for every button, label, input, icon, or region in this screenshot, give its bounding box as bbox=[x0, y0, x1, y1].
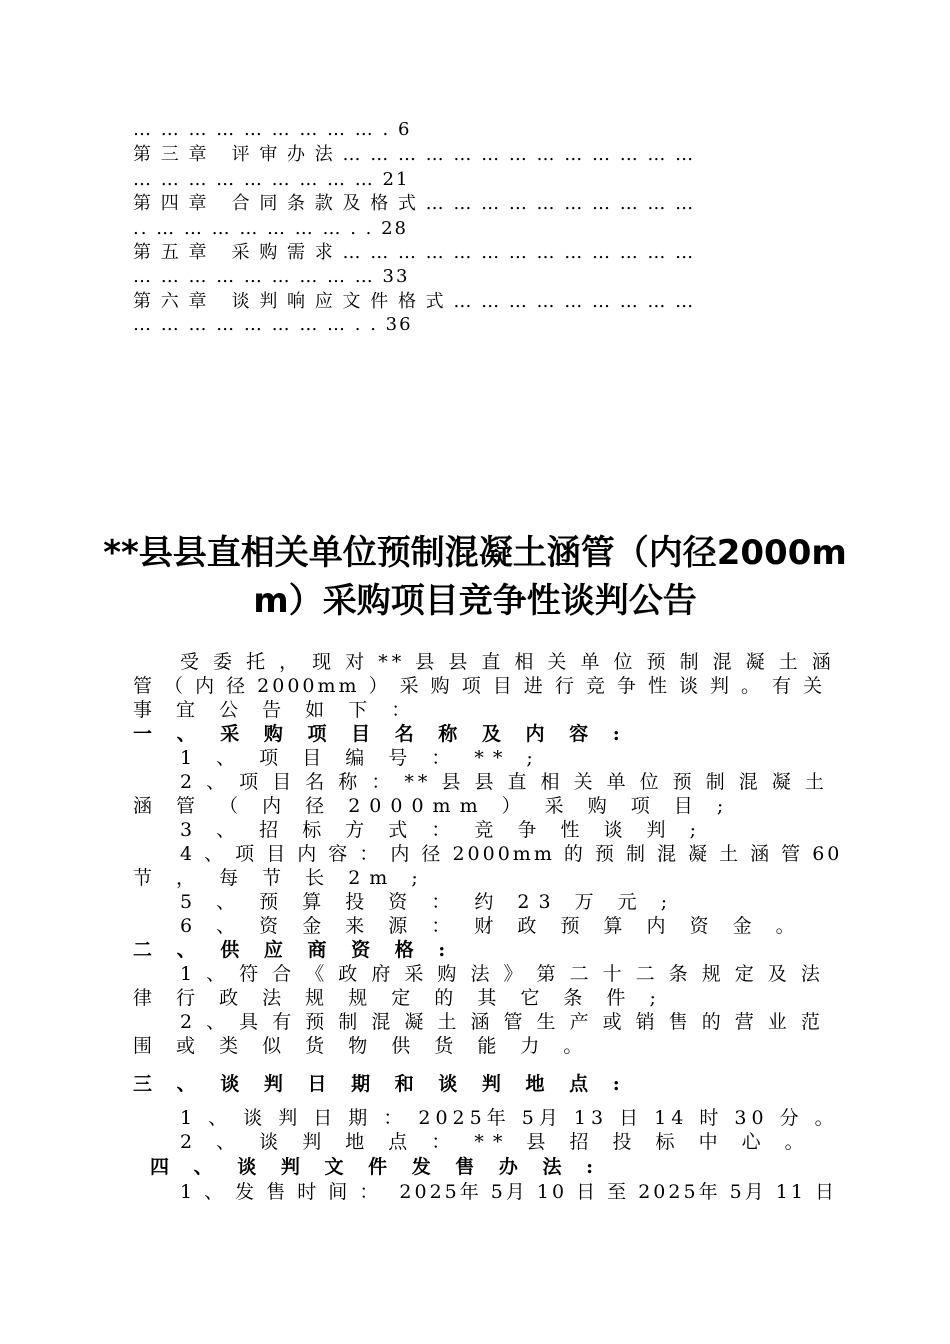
list-item: 5 、 预 算 投 资 ： 约 23 万 元 ; bbox=[180, 891, 677, 913]
toc-line: … … … … … … … … … 33 bbox=[133, 266, 410, 287]
list-item: 4 、 项 目 内 容 ： 内 径 2000mm 的 预 制 混 凝 土 涵 管 60 bbox=[180, 843, 843, 865]
toc-line: … … … … … … … … … 21 bbox=[133, 169, 410, 190]
list-item: 3 、 招 标 方 式 ： 竞 争 性 谈 判 ; bbox=[180, 819, 705, 841]
section-heading: 四 、 谈 判 文 件 发 售 办 法 : bbox=[150, 1156, 603, 1178]
list-item: 2 、 具 有 预 制 混 凝 土 涵 管 生 产 或 销 售 的 营 业 范 bbox=[180, 1011, 824, 1033]
list-item: 6 、 资 金 来 源 ： 财 政 预 算 内 资 金 。 bbox=[180, 915, 804, 937]
list-item: 1 、 谈 判 日 期 ： 2025年 5月 13 日 14 时 30 分 。 bbox=[180, 1107, 839, 1129]
paragraph-line: 事 宜 公 告 如 下 ： bbox=[133, 699, 420, 721]
list-item: 1 、 发 售 时 间 ： 2025年 5月 10 日 至 2025年 5月 11 日 bbox=[180, 1181, 837, 1203]
paragraph-line: 受 委 托 ， 现 对 ** 县 县 直 相 关 单 位 预 制 混 凝 土 涵 bbox=[180, 651, 835, 673]
list-item: 律 行 政 法 规 规 定 的 其 它 条 件 ; bbox=[133, 987, 665, 1009]
list-item: 1 、 符 合 《 政 府 采 购 法 》 第 二 十 二 条 规 定 及 法 bbox=[180, 963, 824, 985]
toc-line: 第 四 章 合 同 条 款 及 格 式 … … … … … … … … … … bbox=[133, 193, 696, 214]
toc-line: 第 五 章 采 购 需 求 … … … … … … … … … … … … … bbox=[133, 242, 696, 263]
section-heading: 一 、 采 购 项 目 名 称 及 内 容 : bbox=[133, 723, 629, 745]
title-line-2: m）采购项目竞争性谈判公告 bbox=[253, 581, 697, 621]
list-item: 涵 管 （ 内 径 2000mm ） 采 购 项 目 ; bbox=[133, 795, 733, 817]
list-item: 围 或 类 似 货 物 供 货 能 力 。 bbox=[133, 1035, 592, 1057]
paragraph-line: 管 （ 内 径 2000mm ） 采 购 项 目 进 行 竞 争 性 谈 判 。 有 关 bbox=[133, 675, 826, 697]
toc-line: 第 三 章 评 审 办 法 … … … … … … … … … … … … … bbox=[133, 144, 696, 165]
list-item: 节 ， 每 节 长 2m ; bbox=[133, 867, 427, 889]
toc-line: … … … … … … … … … . 6 bbox=[133, 119, 412, 140]
list-item: 1 、 项 目 编 号 ： ** ; bbox=[180, 747, 542, 769]
toc-line: … … … … … … … … . . 36 bbox=[133, 314, 413, 335]
list-item: 2 、 谈 判 地 点 ： ** 县 招 投 标 中 心 。 bbox=[180, 1131, 813, 1153]
toc-line: 第 六 章 谈 判 响 应 文 件 格 式 … … … … … … … … … bbox=[133, 291, 696, 312]
section-heading: 二 、 供 应 商 资 格 : bbox=[133, 939, 455, 961]
title-line-1: **县县直相关单位预制混凝土涵管（内径2000m bbox=[103, 533, 847, 573]
list-item: 2 、 项 目 名 称 ： ** 县 县 直 相 关 单 位 预 制 混 凝 土 bbox=[180, 771, 828, 793]
section-heading: 三 、 谈 判 日 期 和 谈 判 地 点 : bbox=[133, 1073, 629, 1095]
toc-line: .. … … … … … … … . . 28 bbox=[133, 218, 409, 239]
